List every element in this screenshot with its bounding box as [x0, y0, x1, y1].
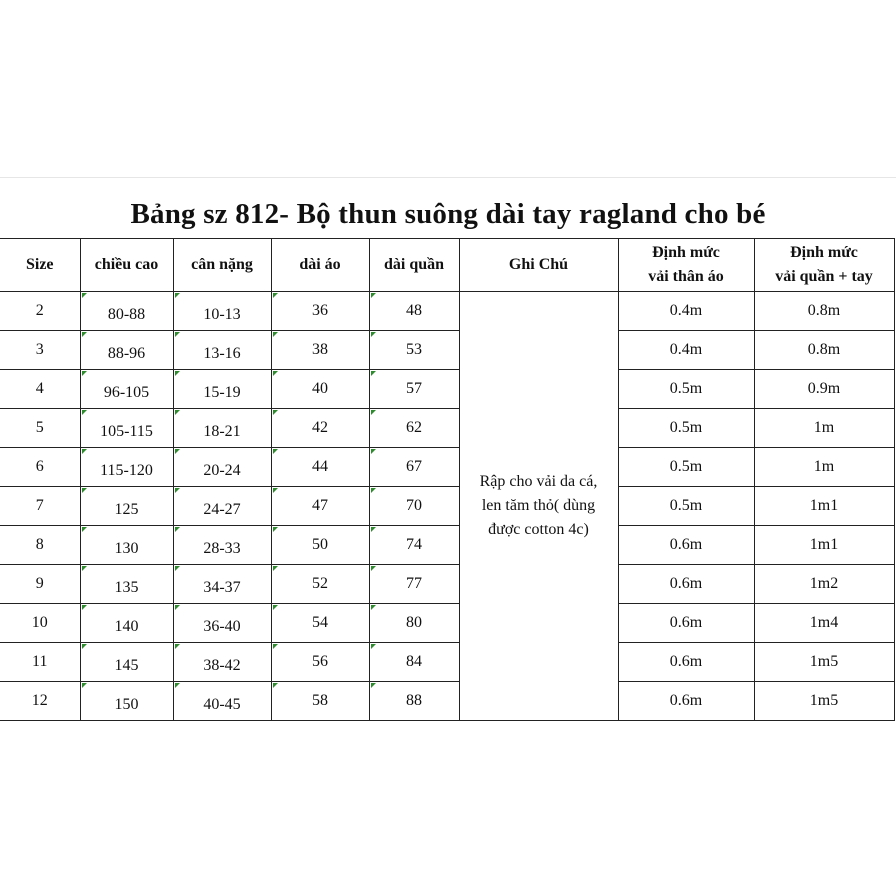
- cell-fabric-pants: [754, 448, 894, 487]
- cell-fabric-pants: [754, 409, 894, 448]
- cell-marker-icon: [82, 605, 87, 610]
- cell-fabric-pants: [754, 682, 894, 721]
- header-fabric-body-line1: Định mức: [652, 244, 720, 261]
- note-line: Rập cho vải da cá,: [479, 473, 598, 490]
- cell-fabric-pants-value: 0.8m: [807, 302, 841, 319]
- cell-shirt-length-value: 44: [312, 458, 328, 475]
- cell-marker-icon: [273, 605, 278, 610]
- cell-marker-icon: [82, 527, 87, 532]
- cell-height: [80, 331, 173, 370]
- cell-marker-icon: [371, 644, 376, 649]
- cell-size-value: 9: [35, 575, 44, 592]
- cell-marker-icon: [82, 683, 87, 688]
- cell-fabric-body: [618, 604, 754, 643]
- cell-size: [0, 370, 80, 409]
- cell-fabric-body-value: 0.5m: [669, 497, 703, 514]
- cell-fabric-pants-value: 1m5: [809, 692, 839, 709]
- cell-marker-icon: [371, 488, 376, 493]
- cell-size-value: 8: [35, 536, 44, 553]
- cell-height: [80, 487, 173, 526]
- cell-fabric-body: [618, 526, 754, 565]
- cell-marker-icon: [82, 371, 87, 376]
- cell-marker-icon: [82, 293, 87, 298]
- cell-marker-icon: [371, 605, 376, 610]
- cell-shirt-length: [271, 331, 369, 370]
- cell-fabric-body-value: 0.6m: [669, 536, 703, 553]
- cell-fabric-pants-value: 1m1: [809, 536, 839, 553]
- cell-height-value: 96-105: [103, 384, 150, 401]
- table-row: [0, 682, 894, 721]
- cell-height-value: 125: [114, 501, 139, 518]
- cell-fabric-body-value: 0.4m: [669, 302, 703, 319]
- cell-weight-value: 40-45: [203, 696, 241, 713]
- cell-weight-value: 38-42: [203, 657, 241, 674]
- cell-shirt-length-value: 36: [312, 302, 328, 319]
- header-weight: cân nặng: [173, 239, 271, 292]
- cell-marker-icon: [82, 644, 87, 649]
- cell-marker-icon: [175, 293, 180, 298]
- cell-shirt-length: [271, 487, 369, 526]
- cell-fabric-pants: [754, 487, 894, 526]
- cell-marker-icon: [371, 293, 376, 298]
- cell-pants-length-value: 67: [406, 458, 422, 475]
- cell-marker-icon: [371, 332, 376, 337]
- cell-fabric-pants-value: 1m4: [809, 614, 839, 631]
- cell-marker-icon: [175, 488, 180, 493]
- cell-fabric-pants-value: 1m5: [809, 653, 839, 670]
- cell-marker-icon: [273, 332, 278, 337]
- cell-marker-icon: [273, 371, 278, 376]
- cell-pants-length: [369, 565, 459, 604]
- cell-shirt-length-value: 40: [312, 380, 328, 397]
- cell-shirt-length: [271, 370, 369, 409]
- header-size: Size: [0, 239, 80, 292]
- cell-weight: [173, 643, 271, 682]
- cell-fabric-body-value: 0.6m: [669, 653, 703, 670]
- cell-marker-icon: [273, 527, 278, 532]
- cell-marker-icon: [175, 605, 180, 610]
- cell-marker-icon: [82, 488, 87, 493]
- header-height: chiều cao: [80, 239, 173, 292]
- cell-marker-icon: [82, 566, 87, 571]
- cell-size: [0, 292, 80, 331]
- cell-pants-length: [369, 448, 459, 487]
- cell-shirt-length: [271, 448, 369, 487]
- cell-marker-icon: [175, 527, 180, 532]
- cell-shirt-length-value: 38: [312, 341, 328, 358]
- cell-marker-icon: [371, 449, 376, 454]
- cell-fabric-pants: [754, 604, 894, 643]
- cell-fabric-body-value: 0.5m: [669, 419, 703, 436]
- cell-height-value: 80-88: [107, 306, 146, 323]
- header-pants-length: dài quần: [369, 239, 459, 292]
- cell-weight-value: 24-27: [203, 501, 241, 518]
- cell-fabric-body: [618, 331, 754, 370]
- cell-fabric-pants: [754, 643, 894, 682]
- cell-pants-length: [369, 643, 459, 682]
- cell-marker-icon: [175, 644, 180, 649]
- cell-pants-length-value: 53: [406, 341, 422, 358]
- cell-weight-value: 36-40: [203, 618, 241, 635]
- cell-fabric-pants: [754, 526, 894, 565]
- cell-marker-icon: [175, 332, 180, 337]
- cell-shirt-length: [271, 604, 369, 643]
- cell-fabric-pants-value: 1m2: [809, 575, 839, 592]
- note-line: được cotton 4c): [488, 521, 589, 538]
- cell-size: [0, 604, 80, 643]
- cell-shirt-length-value: 47: [312, 497, 328, 514]
- cell-marker-icon: [371, 527, 376, 532]
- cell-height: [80, 409, 173, 448]
- cell-marker-icon: [175, 371, 180, 376]
- cell-pants-length: [369, 487, 459, 526]
- cell-fabric-body: [618, 370, 754, 409]
- cell-fabric-pants: [754, 292, 894, 331]
- cell-fabric-pants-value: 0.8m: [807, 341, 841, 358]
- cell-pants-length-value: 80: [406, 614, 422, 631]
- cell-marker-icon: [175, 566, 180, 571]
- table-row: [0, 331, 894, 370]
- cell-fabric-pants-value: 1m: [813, 458, 835, 475]
- cell-weight: [173, 292, 271, 331]
- cell-pants-length: [369, 292, 459, 331]
- cell-shirt-length: [271, 292, 369, 331]
- cell-fabric-body: [618, 448, 754, 487]
- cell-marker-icon: [371, 683, 376, 688]
- cell-size: [0, 565, 80, 604]
- cell-height: [80, 292, 173, 331]
- cell-fabric-body: [618, 409, 754, 448]
- cell-marker-icon: [371, 371, 376, 376]
- cell-weight: [173, 682, 271, 721]
- cell-fabric-body-value: 0.5m: [669, 458, 703, 475]
- cell-weight-value: 20-24: [203, 462, 241, 479]
- cell-height-value: 150: [114, 696, 139, 713]
- table-row: [0, 292, 894, 331]
- cell-pants-length-value: 70: [406, 497, 422, 514]
- cell-marker-icon: [273, 410, 278, 415]
- cell-marker-icon: [175, 410, 180, 415]
- cell-pants-length-value: 88: [406, 692, 422, 709]
- cell-size: [0, 409, 80, 448]
- cell-marker-icon: [82, 332, 87, 337]
- cell-marker-icon: [273, 293, 278, 298]
- cell-pants-length: [369, 409, 459, 448]
- cell-marker-icon: [273, 683, 278, 688]
- cell-size-value: 12: [31, 692, 48, 709]
- cell-shirt-length-value: 50: [312, 536, 328, 553]
- cell-fabric-pants-value: 0.9m: [807, 380, 841, 397]
- cell-marker-icon: [273, 449, 278, 454]
- cell-weight-value: 18-21: [203, 423, 241, 440]
- cell-shirt-length: [271, 565, 369, 604]
- cell-marker-icon: [273, 566, 278, 571]
- cell-height: [80, 565, 173, 604]
- cell-weight-value: 13-16: [203, 345, 241, 362]
- cell-size-value: 3: [35, 341, 44, 358]
- table-row: [0, 604, 894, 643]
- table-body: [0, 292, 894, 721]
- cell-shirt-length-value: 56: [312, 653, 328, 670]
- cell-weight-value: 28-33: [203, 540, 241, 557]
- cell-shirt-length: [271, 682, 369, 721]
- cell-weight: [173, 565, 271, 604]
- cell-weight: [173, 370, 271, 409]
- cell-height: [80, 682, 173, 721]
- table-row: [0, 487, 894, 526]
- table-row: [0, 565, 894, 604]
- cell-marker-icon: [82, 449, 87, 454]
- cell-height-value: 130: [114, 540, 139, 557]
- cell-marker-icon: [371, 566, 376, 571]
- cell-size: [0, 487, 80, 526]
- header-fabric-body-line2: vải thân áo: [648, 268, 724, 285]
- table-row: [0, 370, 894, 409]
- cell-fabric-body: [618, 682, 754, 721]
- cell-marker-icon: [175, 449, 180, 454]
- table-row: [0, 448, 894, 487]
- header-fabric-body: [618, 239, 754, 292]
- cell-pants-length-value: 84: [406, 653, 422, 670]
- cell-shirt-length: [271, 409, 369, 448]
- cell-weight: [173, 448, 271, 487]
- page-title: Bảng sz 812- Bộ thun suông dài tay ragland cho bé: [130, 198, 766, 230]
- header-note: Ghi Chú: [459, 239, 618, 292]
- cell-shirt-length-value: 54: [312, 614, 328, 631]
- cell-shirt-length: [271, 526, 369, 565]
- cell-pants-length-value: 62: [406, 419, 422, 436]
- cell-fabric-pants: [754, 565, 894, 604]
- cell-fabric-body: [618, 487, 754, 526]
- cell-pants-length-value: 57: [406, 380, 422, 397]
- cell-height-value: 105-115: [100, 423, 153, 440]
- cell-marker-icon: [371, 410, 376, 415]
- cell-fabric-body-value: 0.6m: [669, 692, 703, 709]
- cell-fabric-body: [618, 292, 754, 331]
- cell-size: [0, 331, 80, 370]
- size-table: [0, 238, 895, 721]
- table-row: [0, 643, 894, 682]
- cell-size: [0, 448, 80, 487]
- cell-fabric-body-value: 0.5m: [669, 380, 703, 397]
- cell-height-value: 115-120: [100, 462, 153, 479]
- header-row: [0, 239, 894, 292]
- cell-weight: [173, 331, 271, 370]
- cell-pants-length-value: 74: [406, 536, 422, 553]
- cell-pants-length: [369, 370, 459, 409]
- cell-fabric-pants-value: 1m1: [809, 497, 839, 514]
- cell-pants-length: [369, 604, 459, 643]
- cell-shirt-length-value: 58: [312, 692, 328, 709]
- cell-weight: [173, 526, 271, 565]
- cell-marker-icon: [82, 410, 87, 415]
- cell-height-value: 135: [114, 579, 139, 596]
- cell-fabric-body-value: 0.4m: [669, 341, 703, 358]
- cell-pants-length-value: 48: [406, 302, 422, 319]
- cell-fabric-pants-value: 1m: [813, 419, 835, 436]
- cell-height: [80, 448, 173, 487]
- table-row: [0, 409, 894, 448]
- cell-size-value: 6: [35, 458, 44, 475]
- cell-height-value: 88-96: [107, 345, 146, 362]
- note-line: len tăm thỏ( dùng: [481, 497, 596, 514]
- header-fabric-pants-line1: Định mức: [790, 244, 858, 261]
- header-shirt-length: dài áo: [271, 239, 369, 292]
- cell-pants-length: [369, 331, 459, 370]
- cell-pants-length: [369, 526, 459, 565]
- cell-weight-value: 34-37: [203, 579, 241, 596]
- cell-pants-length-value: 77: [406, 575, 422, 592]
- sheet-top-border: [0, 177, 896, 178]
- cell-weight-value: 15-19: [203, 384, 241, 401]
- cell-marker-icon: [175, 683, 180, 688]
- cell-fabric-body-value: 0.6m: [669, 614, 703, 631]
- cell-size: [0, 682, 80, 721]
- cell-size-value: 10: [31, 614, 48, 631]
- cell-fabric-pants: [754, 331, 894, 370]
- cell-height-value: 145: [114, 657, 139, 674]
- cell-weight: [173, 487, 271, 526]
- cell-weight-value: 10-13: [203, 306, 241, 323]
- cell-note: [459, 292, 618, 721]
- cell-height: [80, 526, 173, 565]
- header-fabric-pants: [754, 239, 894, 292]
- cell-size: [0, 643, 80, 682]
- cell-size-value: 4: [35, 380, 44, 397]
- cell-height-value: 140: [114, 618, 139, 635]
- cell-shirt-length-value: 42: [312, 419, 328, 436]
- cell-marker-icon: [273, 644, 278, 649]
- cell-shirt-length-value: 52: [312, 575, 328, 592]
- cell-height: [80, 604, 173, 643]
- cell-size-value: 2: [35, 302, 44, 319]
- cell-height: [80, 643, 173, 682]
- cell-fabric-pants: [754, 370, 894, 409]
- cell-weight: [173, 409, 271, 448]
- cell-fabric-body-value: 0.6m: [669, 575, 703, 592]
- cell-size-value: 11: [32, 653, 48, 670]
- table-row: [0, 526, 894, 565]
- cell-fabric-body: [618, 643, 754, 682]
- cell-shirt-length: [271, 643, 369, 682]
- cell-fabric-body: [618, 565, 754, 604]
- cell-height: [80, 370, 173, 409]
- cell-marker-icon: [273, 488, 278, 493]
- cell-size: [0, 526, 80, 565]
- header-fabric-pants-line2: vải quần + tay: [775, 268, 873, 285]
- cell-weight: [173, 604, 271, 643]
- cell-size-value: 7: [35, 497, 44, 514]
- cell-size-value: 5: [35, 419, 44, 436]
- cell-pants-length: [369, 682, 459, 721]
